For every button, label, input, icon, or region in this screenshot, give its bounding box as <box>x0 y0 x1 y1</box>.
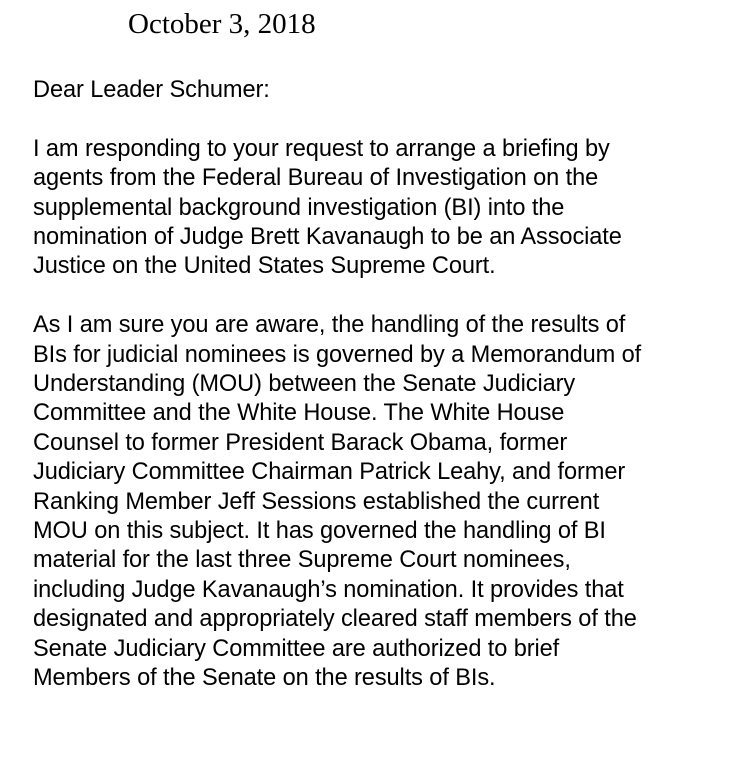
paragraph-line: including Judge Kavanaugh’s nomination. It provides that <box>33 576 624 603</box>
paragraph-line: Judiciary Committee Chairman Patrick Leahy, and former <box>33 459 626 486</box>
paragraph-line: supplemental background investigation (BI) into the <box>33 194 565 221</box>
paragraph-line: As I am sure you are aware, the handling of the results of <box>33 312 626 339</box>
paragraph-line: material for the last three Supreme Court nominees, <box>33 547 571 574</box>
paragraph-line: I am responding to your request to arrange a briefing by <box>33 135 610 162</box>
paragraph-line: Understanding (MOU) between the Senate Judiciary <box>33 371 576 398</box>
paragraph-line: Justice on the United States Supreme Court. <box>33 253 496 280</box>
paragraph-line: agents from the Federal Bureau of Investigation on the <box>33 165 599 192</box>
paragraph-line: Senate Judiciary Committee are authorized to brief <box>33 635 560 662</box>
paragraph-line: Committee and the White House. The White House <box>33 400 565 427</box>
paragraph-line: BIs for judicial nominees is governed by a Memorandum of <box>33 341 642 368</box>
paragraph-line: Ranking Member Jeff Sessions established the current <box>33 488 600 515</box>
paragraph-line: Counsel to former President Barack Obama, former <box>33 429 568 456</box>
letter-date: October 3, 2018 <box>128 8 316 40</box>
paragraph-mou-explanation <box>33 311 733 693</box>
paragraph-line: Members of the Senate on the results of BIs. <box>33 665 496 692</box>
paragraph-briefing-request <box>33 135 733 282</box>
paragraph-line: designated and appropriately cleared staff members of the <box>33 606 637 633</box>
salutation: Dear Leader Schumer: <box>33 77 270 103</box>
paragraph-line: nomination of Judge Brett Kavanaugh to be an Associate <box>33 224 622 251</box>
paragraph-line: MOU on this subject. It has governed the handling of BI <box>33 518 606 545</box>
letter-body <box>33 76 733 723</box>
